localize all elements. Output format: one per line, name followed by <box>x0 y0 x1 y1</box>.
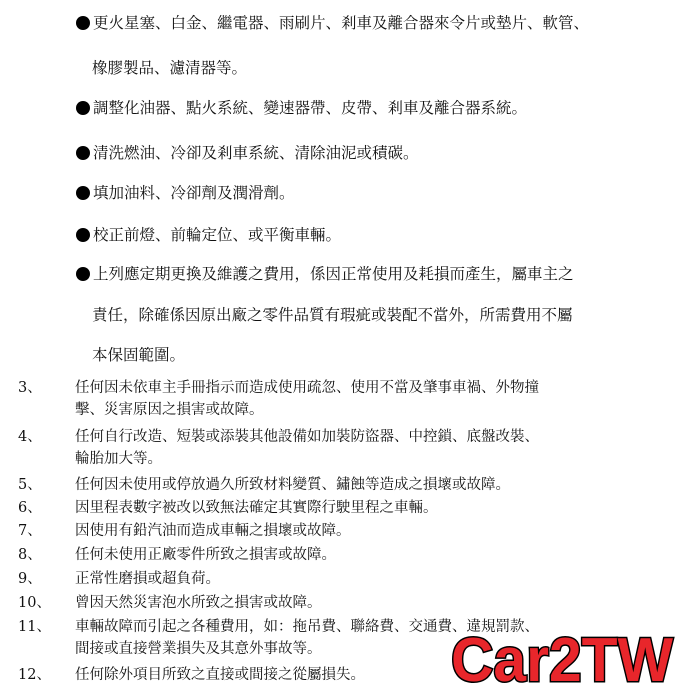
item-text: 任何自行改造、短裝或添裝其他設備如加裝防盜器、中控鎖、底盤改裝、 <box>75 429 539 445</box>
bullet-text: 更火星塞、白金、繼電器、雨刷片、剎車及離合器來令片或墊片、軟管、 <box>93 14 590 32</box>
item-text: 任何因未依車主手冊指示而造成使用疏忽、使用不當及肇事車禍、外物撞 <box>75 380 539 396</box>
item-text: 任何除外項目所致之直接或間接之從屬損失。 <box>75 667 365 683</box>
car2tw-watermark-logo <box>447 621 677 693</box>
item-text: 因里程表數字被改以致無法確定其實際行駛里程之車輛。 <box>75 500 438 516</box>
item-text: 正常性磨損或超負荷。 <box>75 571 220 587</box>
bullet-dot-icon <box>76 16 90 30</box>
item-number: 5、 <box>18 477 42 493</box>
bullet-item <box>76 143 419 163</box>
item-number: 6、 <box>18 500 42 516</box>
item-number: 3、 <box>18 380 42 396</box>
bullet-text: 清洗燃油、冷卻及剎車系統、清除油泥或積碳。 <box>93 144 419 162</box>
item-text: 輪胎加大等。 <box>75 451 162 467</box>
bullet-dot-icon <box>76 101 90 115</box>
item-number: 4、 <box>18 429 42 445</box>
bullet-item <box>76 225 341 245</box>
bullet-continuation: 本保固範圍。 <box>92 346 186 364</box>
item-text: 任何因未使用或停放過久所致材料變質、鏽蝕等造成之損壞或故障。 <box>75 477 510 493</box>
bullet-text: 填加油料、冷卻劑及潤滑劑。 <box>93 184 295 202</box>
bullet-item <box>76 264 574 284</box>
item-number: 10、 <box>18 595 51 611</box>
item-text: 曾因天然災害泡水所致之損害或故障。 <box>75 595 322 611</box>
bullet-dot-icon <box>76 146 90 160</box>
item-text: 間接或直接營業損失及其意外事故等。 <box>75 641 322 657</box>
bullet-dot-icon <box>76 228 90 242</box>
watermark-svg <box>447 621 677 693</box>
bullet-item <box>76 13 589 33</box>
bullet-continuation: 橡膠製品、濾清器等。 <box>92 59 248 77</box>
watermark-text: Car2TW <box>451 626 674 693</box>
item-number: 7、 <box>18 523 42 539</box>
item-number: 12、 <box>18 667 51 683</box>
bullet-item <box>76 98 527 118</box>
item-text: 任何未使用正廠零件所致之損害或故障。 <box>75 547 336 563</box>
item-number: 11、 <box>18 619 51 635</box>
item-number: 9、 <box>18 571 42 587</box>
item-text: 車輛故障而引起之各種費用，如：拖吊費、聯絡費、交通費、違規罰款、 <box>75 619 539 635</box>
bullet-dot-icon <box>76 267 90 281</box>
item-number: 8、 <box>18 547 42 563</box>
bullet-text: 調整化油器、點火系統、變速器帶、皮帶、剎車及離合器系統。 <box>93 99 528 117</box>
item-text: 因使用有鉛汽油而造成車輛之損壞或故障。 <box>75 523 351 539</box>
bullet-text: 校正前燈、前輪定位、或平衡車輛。 <box>93 226 342 244</box>
item-text: 擊、災害原因之損害或故障。 <box>75 402 264 418</box>
bullet-dot-icon <box>76 186 90 200</box>
bullet-text: 上列應定期更換及維護之費用，係因正常使用及耗損而產生，屬車主之 <box>93 265 574 283</box>
bullet-item <box>76 183 295 203</box>
bullet-continuation: 責任，除確係因原出廠之零件品質有瑕疵或裝配不當外，所需費用不屬 <box>92 306 573 324</box>
